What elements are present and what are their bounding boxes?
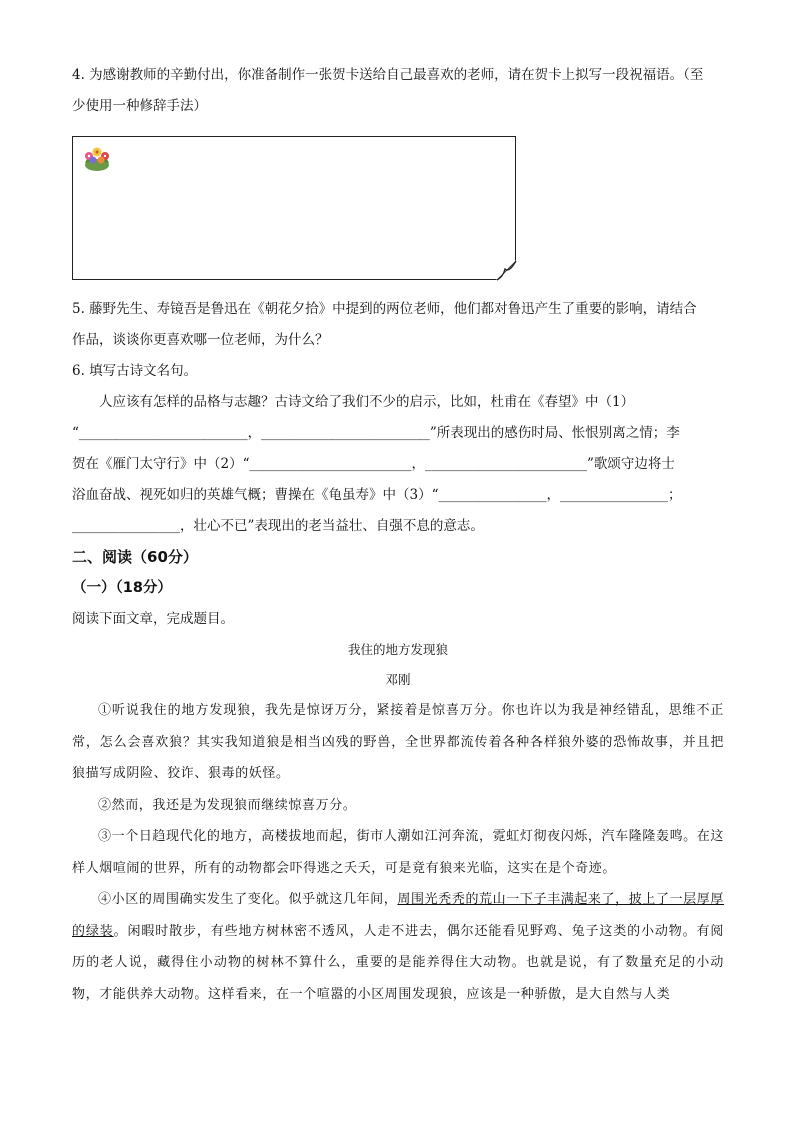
flower-bouquet-icon xyxy=(79,143,115,173)
document-page xyxy=(72,60,724,1010)
article-paragraph-4-rest: 。闲暇时散步，有些地方树林密不透风，人走不进去，偶尔还能看见野鸡、兔子这类的小动物。有阅历的老人说，藏得住小动物的树林不算什么，重要的是能养得住大动物。也就是说，有了数量充足的小动物，才能供养大动物。这样看来，在一个喧嚣的小区周围发现狼，应该是一种骄傲，是大自然与人类 xyxy=(72,923,724,1002)
question-6-line-1: 人应该有怎样的品格与志趣？古诗文给了我们不少的启示，比如，杜甫在《春望》中（1） xyxy=(99,394,635,410)
question-6-line-2[interactable]: “_________________________，_________________________”所表现出的感伤时局、怅恨别离之情；李 xyxy=(72,425,680,441)
question-4-line-2: 少使用一种修辞手法） xyxy=(72,98,207,114)
question-4-line-1: 4. 为感谢教师的辛勤付出，你准备制作一张贺卡送给自己最喜欢的老师，请在贺卡上拟写一段祝福语。（至 xyxy=(72,67,704,83)
greeting-card-box[interactable] xyxy=(72,136,516,280)
question-5-line-2: 作品，谈谈你更喜欢哪一位老师，为什么？ xyxy=(72,332,329,348)
question-6 xyxy=(72,356,724,542)
question-5-line-1: 5. 藤野先生、寿镜吾是鲁迅在《朝花夕拾》中提到的两位老师，他们都对鲁迅产生了重要的影响，请结合 xyxy=(72,301,697,317)
article-paragraph-4-start: ④小区的周围确实发生了变化。似乎就这几年间， xyxy=(98,892,398,907)
question-5 xyxy=(72,294,724,356)
question-6-line-5[interactable]: ________________，壮心不已”表现出的老当益壮、自强不息的意志。 xyxy=(72,518,484,534)
article-body xyxy=(72,695,724,1010)
article-paragraph-1: ①听说我住的地方发现狼，我先是惊讶万分，紧接着是惊喜万分。你也许以为我是神经错乱，思维不正常，怎么会喜欢狼？其实我知道狼是相当凶残的野兽，全世界都流传着各种各样狼外婆的恐怖故事，并且把狼描写成阴险、狡诈、狠毒的妖怪。 xyxy=(72,703,724,781)
page-curl-icon xyxy=(495,259,517,281)
article-paragraph-3: ③一个日趋现代化的地方，高楼拔地而起，街市人潮如江河奔流，霓虹灯彻夜闪烁，汽车隆隆轰鸣。在这样人烟喧闹的世界，所有的动物都会吓得逃之夭夭，可是竟有狼来光临，这实在是个奇迹。 xyxy=(72,829,724,876)
article-author: 邓刚 xyxy=(385,672,411,687)
underlined-sentence: 周围光秃秃的荒山一下子丰满起来了，披上了一层厚厚的绿装 xyxy=(72,892,725,939)
section-2-subtitle: （一）（18分） xyxy=(72,580,172,596)
question-6-title: 6. 填写古诗文名句。 xyxy=(72,363,198,379)
section-2-title: 二、阅读（60分） xyxy=(72,548,198,566)
article-paragraph-4 xyxy=(72,884,724,1010)
reading-instruction: 阅读下面文章，完成题目。 xyxy=(72,611,234,627)
question-4 xyxy=(72,60,724,122)
question-6-line-3[interactable]: 贺在《雁门太守行》中（2）“________________________，________________________”歌颂守边将士 xyxy=(72,456,675,472)
question-6-line-4[interactable]: 浴血奋战、视死如归的英雄气概；曹操在《龟虽寿》中（3）“________________，________________； xyxy=(72,487,682,503)
article-paragraph-2: ②然而，我还是为发现狼而继续惊喜万分。 xyxy=(98,797,357,813)
article-title: 我住的地方发现狼 xyxy=(347,642,448,657)
